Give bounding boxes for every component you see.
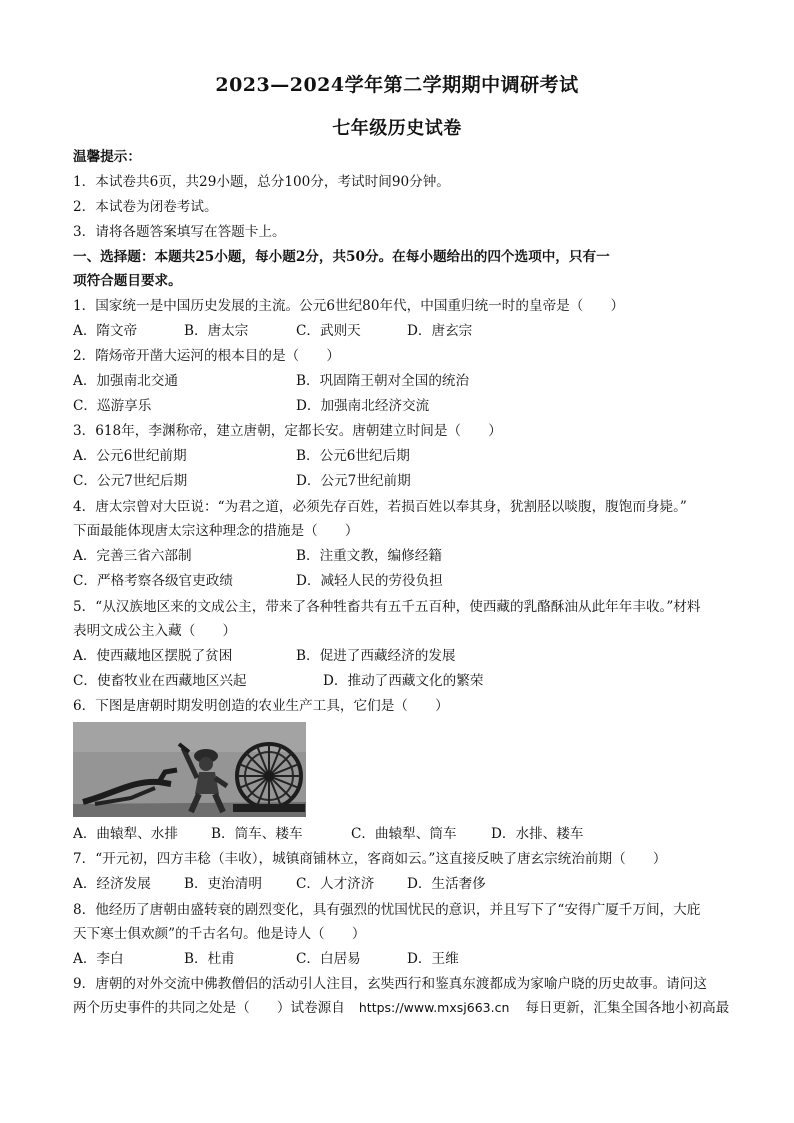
option-a: A．隋文帝 (73, 323, 138, 339)
question-9-stem: 9．唐朝的对外交流中佛教僧侣的活动引人注目，玄奘西行和鉴真东渡都成为家喻户晓的历史故事。请问这 (73, 976, 707, 992)
option-d: D．王维 (407, 951, 459, 967)
question-4-stem-cont: 下面最能体现唐太宗这种理念的措施是（ ） (73, 523, 359, 539)
question-7-stem: 7．“开元初，四方丰稔（丰收），城镇商铺林立，客商如云。”这直接反映了唐玄宗统治前期（ ） (73, 851, 667, 867)
option-c: C．白居易 (296, 951, 361, 967)
section-heading: 一、选择题：本题共25小题，每小题2分，共50分。在每小题给出的四个选项中，只有一 (73, 249, 610, 265)
question-9-stem-cont (73, 998, 733, 1018)
option-b: B．唐太宗 (184, 323, 249, 339)
question-3-stem: 3．618年，李渊称帝，建立唐朝，定都长安。唐朝建立时间是（ ） (73, 423, 502, 439)
option-c: C．人才济济 (296, 876, 375, 892)
option-b: B．杜甫 (184, 951, 235, 967)
option-c: C．曲辕犁、筒车 (351, 826, 457, 842)
exam-subtitle: 七年级历史试卷 (332, 118, 462, 139)
source-tagline: 每日更新，汇集全国各地小初高最 (525, 1000, 730, 1016)
question-9-stem-text: 两个历史事件的共同之处是（ ）试卷源自 (73, 1000, 345, 1016)
option-a: A．经济发展 (73, 876, 151, 892)
question-1-stem: 1．国家统一是中国历史发展的主流。公元6世纪80年代，中国重归统一时的皇帝是（ ） (73, 298, 625, 314)
option-b: B．注重文教，编修经籍 (296, 548, 442, 564)
notice-item: 3．请将各题答案填写在答题卡上。 (73, 224, 286, 240)
option-b: B．促进了西藏经济的发展 (296, 648, 456, 664)
option-c: C．巡游享乐 (73, 398, 152, 414)
option-d: D．生活奢侈 (407, 876, 486, 892)
option-d: D．公元7世纪前期 (296, 473, 411, 489)
farm-tools-photo (73, 722, 306, 817)
question-4-stem: 4．唐太宗曾对大臣说：“为君之道，必须先存百姓，若损百姓以奉其身，犹割胫以啖腹，腹饱而身毙。” (73, 499, 687, 515)
option-d: D．推动了西藏文化的繁荣 (323, 673, 484, 689)
option-c: C．公元7世纪后期 (73, 473, 188, 489)
option-d: D．水排、耧车 (491, 826, 584, 842)
notice-heading: 温馨提示： (73, 149, 141, 165)
exam-title: 2023—2024学年第二学期期中调研考试 (215, 74, 579, 96)
option-d: D．减轻人民的劳役负担 (296, 573, 443, 589)
farm-tools-illustration (73, 722, 306, 817)
option-b: B．巩固隋王朝对全国的统治 (296, 373, 470, 389)
option-a: A．加强南北交通 (73, 373, 178, 389)
option-c: C．严格考察各级官吏政绩 (73, 573, 233, 589)
section-heading-cont: 项符合题目要求。 (73, 273, 182, 289)
question-2-stem: 2．隋炀帝开凿大运河的根本目的是（ ） (73, 348, 340, 364)
option-b: B．公元6世纪后期 (296, 448, 410, 464)
option-a: A．完善三省六部制 (73, 548, 192, 564)
option-b: B．筒车、耧车 (211, 826, 303, 842)
option-a: A．使西藏地区摆脱了贫困 (73, 648, 233, 664)
option-a: A．公元6世纪前期 (73, 448, 187, 464)
option-b: B．吏治清明 (184, 876, 262, 892)
question-8-stem-cont: 天下寒士俱欢颜”的千古名句。他是诗人（ ） (73, 926, 366, 942)
notice-item: 2．本试卷为闭卷考试。 (73, 199, 218, 215)
option-d: D．唐玄宗 (407, 323, 473, 339)
notice-item: 1．本试卷共6页，共29小题，总分100分，考试时间90分钟。 (73, 174, 450, 190)
question-6-stem: 6．下图是唐朝时期发明创造的农业生产工具，它们是（ ） (73, 698, 449, 714)
question-5-stem: 5．“从汉族地区来的文成公主，带来了各种牲畜共有五千五百种，使西藏的乳酪酥油从此年年丰收。”材料 (73, 599, 701, 615)
option-c: C．武则天 (296, 323, 361, 339)
option-d: D．加强南北经济交流 (296, 398, 430, 414)
question-5-stem-cont: 表明文成公主入藏（ ） (73, 623, 237, 639)
option-c: C．使畜牧业在西藏地区兴起 (73, 673, 247, 689)
option-a: A．李白 (73, 951, 124, 967)
source-url-link[interactable]: https://www.mxsj663.cn (358, 1000, 510, 1015)
question-8-stem: 8．他经历了唐朝由盛转衰的剧烈变化，具有强烈的忧国忧民的意识，并且写下了“安得广厦千万间，大庇 (73, 902, 701, 918)
option-a: A．曲辕犁、水排 (73, 826, 178, 842)
